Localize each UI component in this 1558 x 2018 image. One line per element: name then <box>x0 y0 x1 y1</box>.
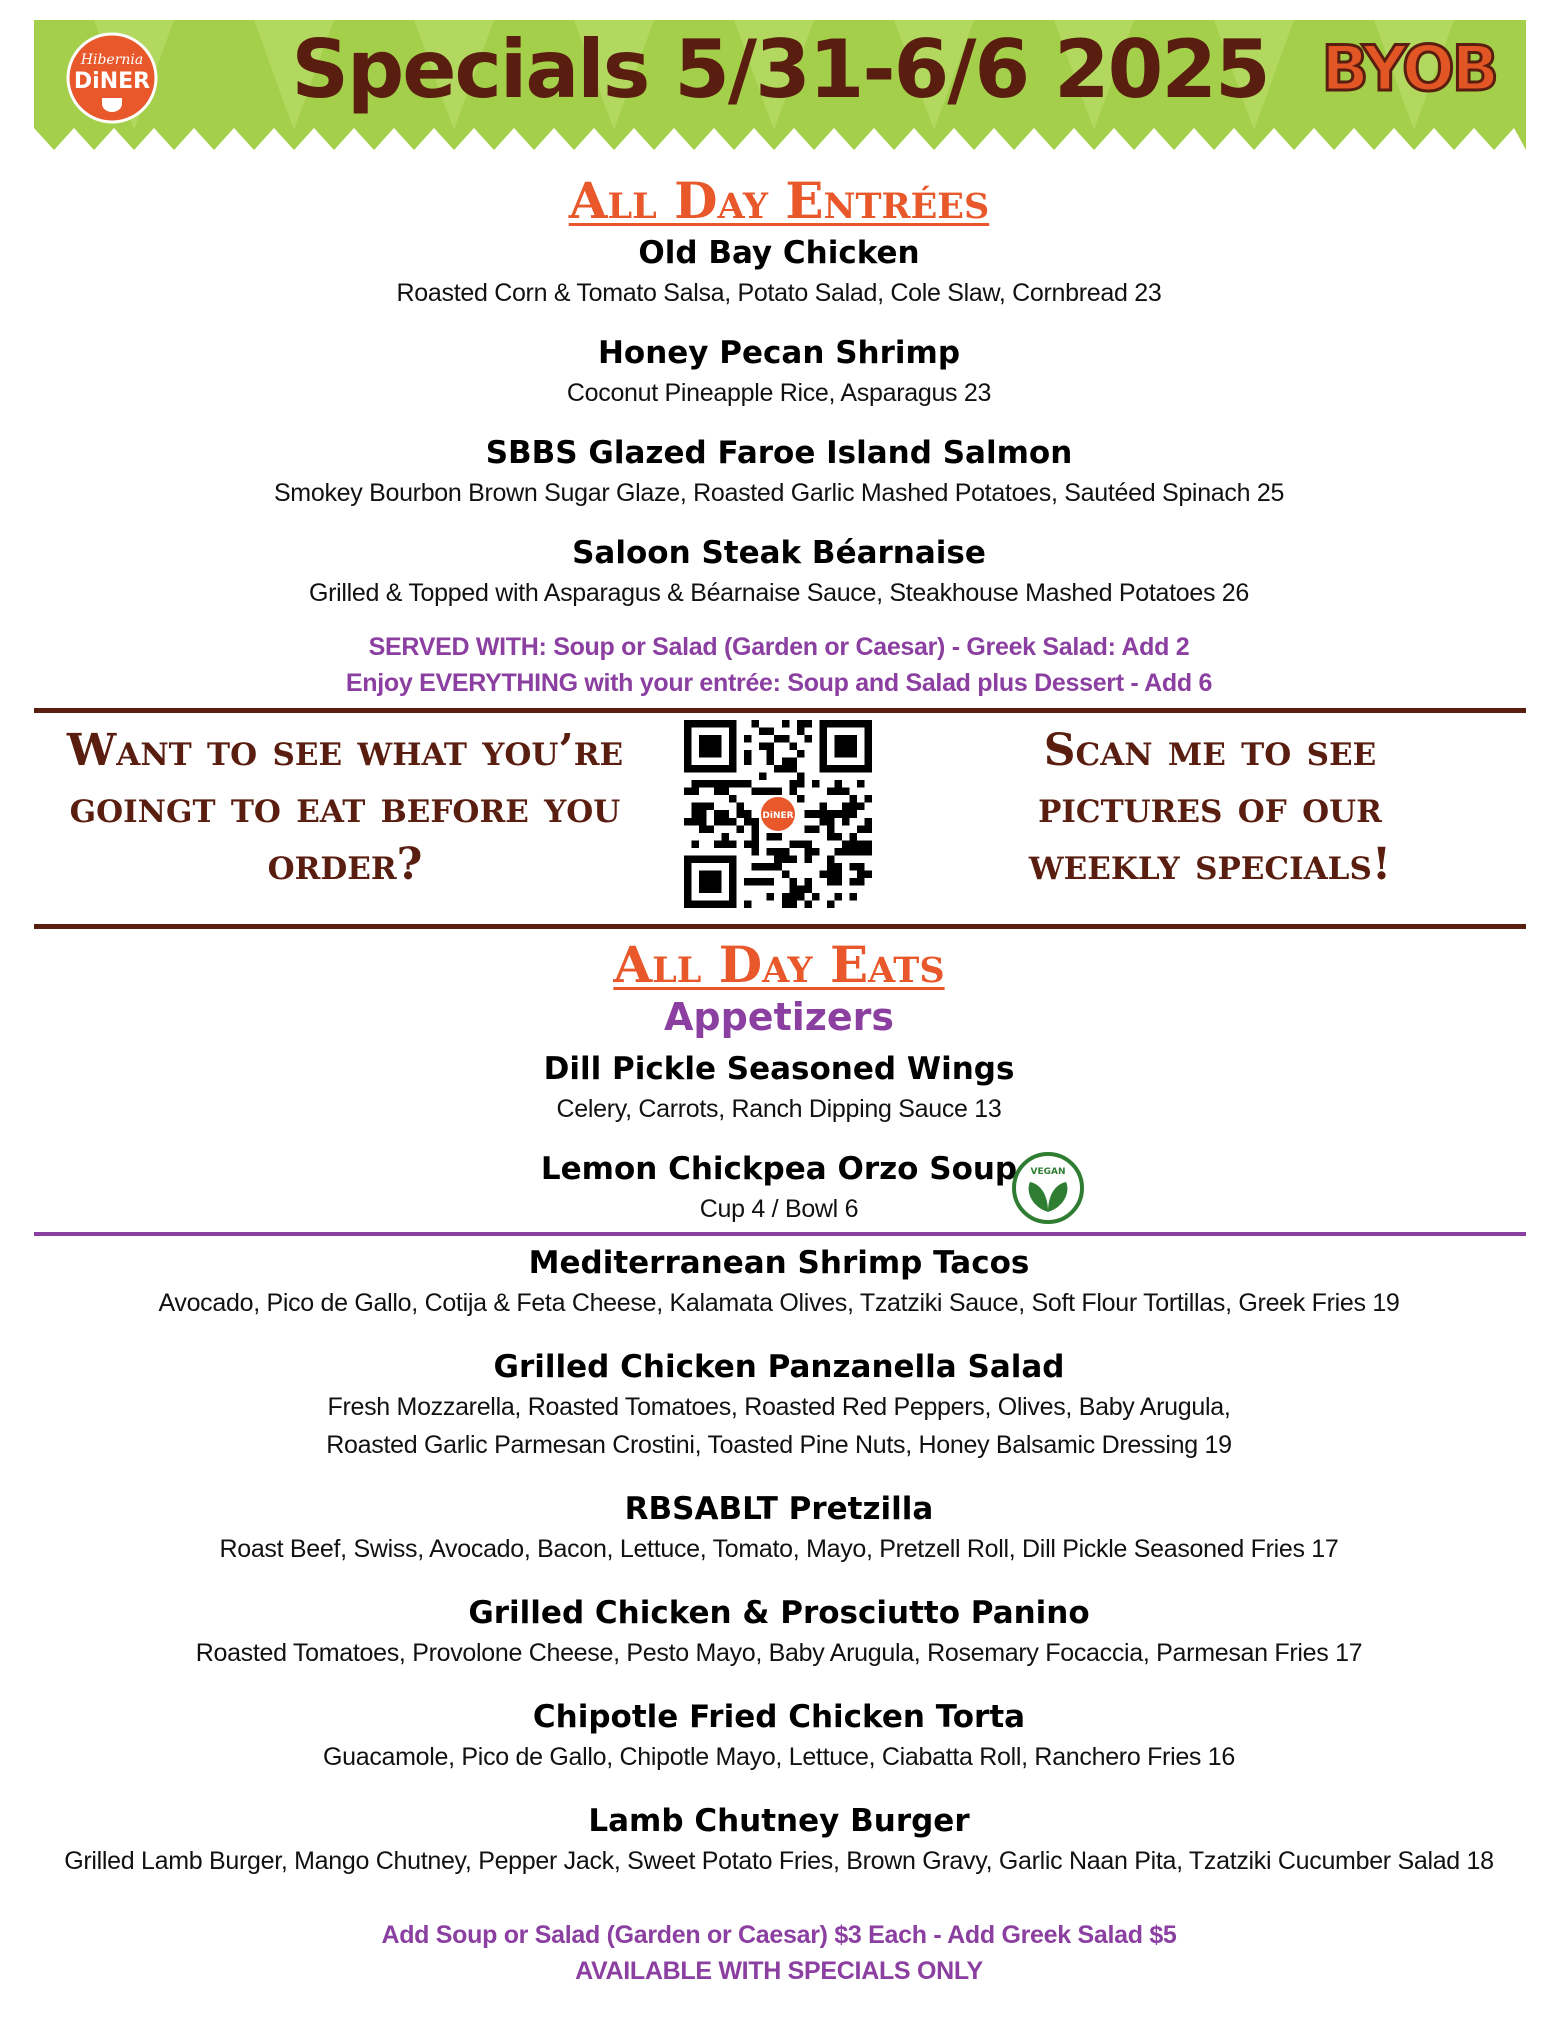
dish-name: Dill Pickle Seasoned Wings <box>543 1051 1015 1087</box>
header-banner <box>34 20 1526 150</box>
qr-promo-left <box>40 722 650 894</box>
dish-description: Avocado, Pico de Gallo, Cotija & Feta Cheese, Kalamata Olives, Tzatziki Sauce, Soft Flour Tortillas, Greek Fries 19 <box>158 1289 1400 1317</box>
entree-upgrade-note: Enjoy EVERYTHING with your entrée: Soup and Salad plus Dessert - Add 6 <box>345 669 1213 697</box>
dish-description: Roast Beef, Swiss, Avocado, Bacon, Lettuce, Tomato, Mayo, Pretzell Roll, Dill Pickle Seasoned Fries 17 <box>219 1535 1339 1563</box>
dish-name: Mediterranean Shrimp Tacos <box>528 1245 1030 1281</box>
footer-add-soup-salad-note: Add Soup or Salad (Garden or Caesar) $3 Each - Add Greek Salad $5 <box>381 1921 1177 1949</box>
dish-description: Roasted Corn & Tomato Salsa, Potato Salad, Cole Slaw, Cornbread 23 <box>396 279 1162 307</box>
svg-text:VEGAN: VEGAN <box>1030 1167 1066 1177</box>
qr-promo-right <box>960 722 1460 894</box>
dish-description: Fresh Mozzarella, Roasted Tomatoes, Roasted Red Peppers, Olives, Baby Arugula, <box>327 1393 1231 1421</box>
promo-line: order? <box>267 839 423 891</box>
dish-name: Lemon Chickpea Orzo Soup <box>540 1151 1018 1187</box>
section-title-entrees: All Day Entrées <box>568 171 990 230</box>
dish-description: Grilled Lamb Burger, Mango Chutney, Pepper Jack, Sweet Potato Fries, Brown Gravy, Garlic Naan Pita, Tzatziki Cucumber Salad 18 <box>64 1847 1494 1875</box>
promo-line: Want to see what you’re <box>66 725 624 776</box>
divider <box>34 708 1526 713</box>
svg-text:Hibernia: Hibernia <box>80 52 144 68</box>
dish-name: Grilled Chicken Panzanella Salad <box>493 1349 1065 1385</box>
dish-description: Celery, Carrots, Ranch Dipping Sauce 13 <box>556 1095 1002 1123</box>
dish-name: Saloon Steak Béarnaise <box>572 535 986 571</box>
promo-line: goingt to eat before you <box>69 782 621 834</box>
qr-logo-icon <box>758 794 798 834</box>
promo-line: Scan me to see <box>1043 725 1377 776</box>
appetizers-title: Appetizers <box>663 995 895 1039</box>
section-title-eats: All Day Eats <box>613 935 945 994</box>
divider <box>34 1232 1526 1236</box>
dish-description: Grilled & Topped with Asparagus & Béarnaise Sauce, Steakhouse Mashed Potatoes 26 <box>308 579 1250 607</box>
entree-served-with-note: SERVED WITH: Soup or Salad (Garden or Caesar) - Greek Salad: Add 2 <box>368 633 1190 661</box>
dish-name: RBSABLT Pretzilla <box>624 1491 934 1527</box>
dish-description: Roasted Garlic Parmesan Crostini, Toasted Pine Nuts, Honey Balsamic Dressing 19 <box>326 1431 1232 1459</box>
dish-name: SBBS Glazed Faroe Island Salmon <box>485 435 1073 471</box>
dish-description: Smokey Bourbon Brown Sugar Glaze, Roasted Garlic Mashed Potatoes, Sautéed Spinach 25 <box>273 479 1285 507</box>
dish-name: Honey Pecan Shrimp <box>597 335 961 371</box>
dish-description: Cup 4 / Bowl 6 <box>699 1195 859 1223</box>
svg-text:DiNER: DiNER <box>73 69 151 94</box>
promo-line: weekly specials! <box>1028 839 1392 891</box>
dish-description: Roasted Tomatoes, Provolone Cheese, Pesto Mayo, Baby Arugula, Rosemary Focaccia, Parmesan Fries 17 <box>195 1639 1363 1667</box>
promo-line: pictures of our <box>1038 782 1382 834</box>
page-title: Specials 5/31-6/6 2025 <box>291 23 1269 116</box>
dish-name: Lamb Chutney Burger <box>588 1803 970 1839</box>
dish-name: Old Bay Chicken <box>638 235 920 271</box>
byob-badge: BYOB <box>1321 32 1496 105</box>
dish-name: Grilled Chicken & Prosciutto Panino <box>468 1595 1090 1631</box>
dish-name: Chipotle Fried Chicken Torta <box>532 1699 1026 1735</box>
dish-description: Coconut Pineapple Rice, Asparagus 23 <box>566 379 992 407</box>
qr-code[interactable] <box>684 720 872 908</box>
svg-text:DiNER: DiNER <box>762 811 794 821</box>
divider <box>34 924 1526 929</box>
vegan-badge-icon <box>1010 1150 1086 1226</box>
dish-description: Guacamole, Pico de Gallo, Chipotle Mayo, Lettuce, Ciabatta Roll, Ranchero Fries 16 <box>323 1743 1235 1771</box>
footer-availability-note: AVAILABLE WITH SPECIALS ONLY <box>575 1957 983 1985</box>
